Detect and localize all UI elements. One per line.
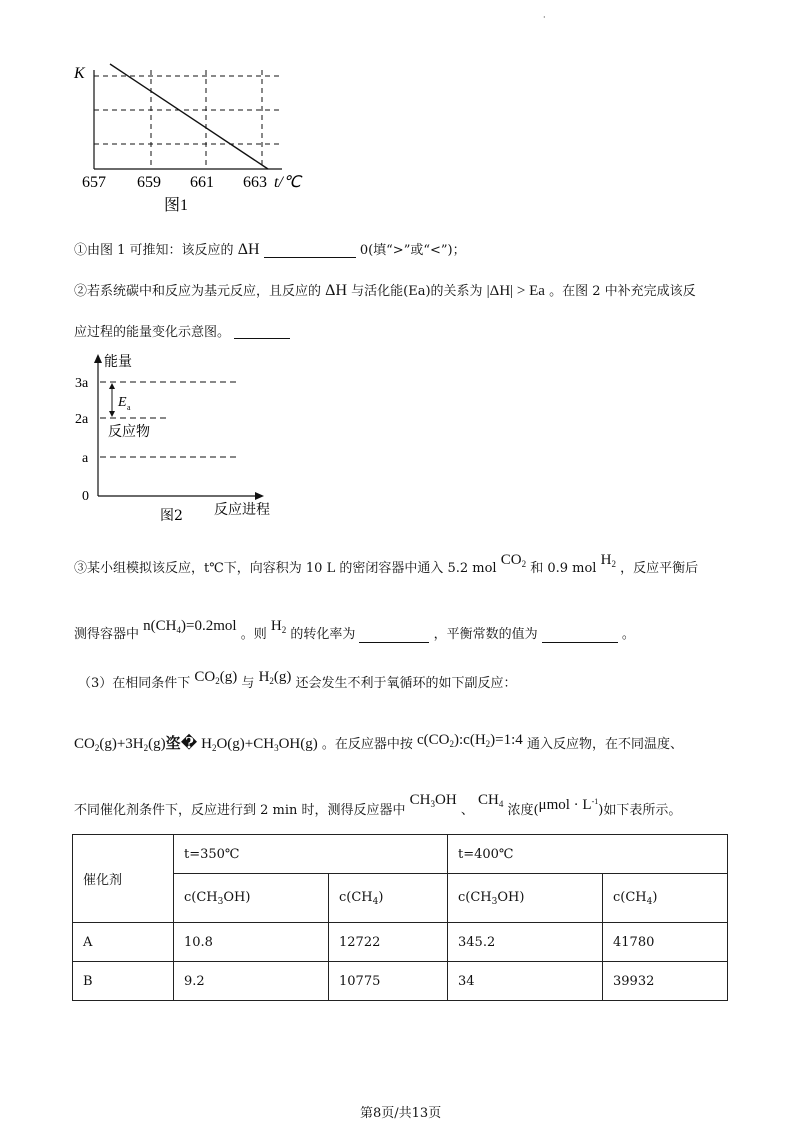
question-1 bbox=[74, 242, 466, 258]
cell-a-ch3oh-400: 345.2 bbox=[448, 923, 603, 962]
fig1-tick-659: 659 bbox=[137, 174, 161, 191]
q3-h2-b: $H_2$ bbox=[270, 618, 287, 635]
q3-h2: $H_2$ bbox=[600, 552, 616, 569]
cell-a-ch3oh-350: 10.8 bbox=[174, 923, 329, 962]
header-ch4-400: $c(CH_4)$ bbox=[603, 874, 728, 923]
q3-text-f: ，平衡常数的值为 bbox=[433, 627, 538, 642]
header-ch3oh-350: $c(CH_3OH)$ bbox=[174, 874, 329, 923]
fig1-caption: 图1 bbox=[164, 197, 189, 214]
p4-text-c: )如下表所示。 bbox=[598, 803, 682, 818]
q3-nch4: $n(CH_4)=0.2mol$ bbox=[143, 618, 237, 635]
q3-co2: $CO_2$ bbox=[500, 552, 527, 569]
fig2-reactant-label: 反应物 bbox=[108, 424, 150, 440]
eq-text-2: 通入反应物，在不同温度、 bbox=[526, 737, 683, 752]
q1-answer-blank[interactable] bbox=[264, 245, 356, 258]
header-temp-350: t=350℃ bbox=[174, 835, 448, 874]
equation-line bbox=[74, 732, 683, 753]
fig1-y-label: K bbox=[74, 65, 85, 82]
p4-ch3oh: $CH_3OH$ bbox=[409, 792, 457, 809]
q3-and: 和 0.9 mol bbox=[530, 561, 597, 576]
p3-text-b: 还会发生不利于氧循环的如下副反应： bbox=[295, 676, 517, 691]
cell-b-ch4-350: 10775 bbox=[329, 962, 448, 1001]
question-2-line1 bbox=[74, 283, 696, 299]
q2-text-b: 与活化能(Ea)的关系为 bbox=[351, 284, 483, 299]
fig1-grid bbox=[94, 70, 280, 169]
cell-catalyst-a: A bbox=[73, 923, 174, 962]
q3-text-e: 的转化率为 bbox=[290, 627, 356, 642]
q1-prefix: ①由图 1 可推知：该反应的 bbox=[74, 243, 234, 258]
p4-text-a: 不同催化剂条件下，反应进行到 2 min 时，测得反应器中 bbox=[74, 803, 406, 818]
fig2-tick-a: a bbox=[82, 451, 89, 466]
side-reaction-equation: $CO_2(g)+3H_2(g)$垐� $H_2O(g)+CH_3OH(g)$ bbox=[74, 736, 318, 753]
q3-text-d: 。则 bbox=[240, 627, 267, 642]
cell-b-ch3oh-350: 9.2 bbox=[174, 962, 329, 1001]
p4-sep: 、 bbox=[460, 803, 474, 818]
q1-delta-h: ΔH bbox=[237, 241, 260, 258]
header-ch4-350: $c(CH_4)$ bbox=[329, 874, 448, 923]
cell-a-ch4-400: 41780 bbox=[603, 923, 728, 962]
p4-text-b: 浓度( bbox=[507, 803, 539, 818]
fig1-tick-661: 661 bbox=[190, 174, 214, 191]
question-2-line2 bbox=[74, 326, 290, 339]
q2-delta-h: ΔH bbox=[325, 282, 347, 299]
eq-text-1: 。在反应器中按 bbox=[321, 737, 413, 752]
fig2-y-label: 能量 bbox=[104, 354, 132, 370]
figure-2 bbox=[74, 352, 289, 524]
q3-conversion-blank[interactable] bbox=[359, 630, 429, 643]
fig2-caption: 图2 bbox=[160, 508, 183, 524]
p4-ch4: $CH_4$ bbox=[477, 792, 504, 809]
feed-ratio: $c(CO_2):c(H_2)=1:4$ bbox=[417, 732, 523, 749]
q3-text-c: 测得容器中 bbox=[74, 627, 140, 642]
q2-line2: 应过程的能量变化示意图。 bbox=[74, 325, 231, 340]
p3-text-a: （3）在相同条件下 bbox=[78, 676, 191, 691]
fig2-tick-0: 0 bbox=[82, 489, 89, 504]
figure-1 bbox=[70, 56, 320, 221]
table-row bbox=[73, 962, 728, 1001]
fig2-y-arrow bbox=[94, 354, 102, 363]
concentration-table bbox=[72, 834, 728, 1001]
cell-b-ch4-400: 39932 bbox=[603, 962, 728, 1001]
q2-text-a: ②若系统碳中和反应为基元反应，且反应的 bbox=[74, 284, 322, 299]
q3-k-blank[interactable] bbox=[542, 630, 618, 643]
cell-a-ch4-350: 12722 bbox=[329, 923, 448, 962]
p3-co2g: $CO_2(g)$ bbox=[194, 669, 238, 686]
fig1-tick-657: 657 bbox=[82, 174, 106, 191]
paragraph-4 bbox=[74, 792, 682, 819]
header-ch3oh-400: $c(CH_3OH)$ bbox=[448, 874, 603, 923]
page-number: 第8页/共13页 bbox=[360, 1106, 442, 1121]
q3-text-a: ③某小组模拟该反应，t℃下，向容积为 10 L 的密闭容器中通入 5.2 mol bbox=[74, 561, 497, 576]
header-catalyst: 催化剂 bbox=[73, 835, 174, 923]
fig2-tick-2a: 2a bbox=[75, 412, 89, 427]
paragraph-3 bbox=[78, 669, 517, 692]
q2-answer-blank[interactable] bbox=[234, 326, 290, 339]
cell-catalyst-b: B bbox=[73, 962, 174, 1001]
p3-mid: 与 bbox=[241, 676, 255, 691]
header-temp-400: t=400℃ bbox=[448, 835, 728, 874]
equilibrium-arrow-garbled: 垐� bbox=[165, 736, 198, 752]
page-dot: · bbox=[543, 13, 546, 22]
fig1-k-line bbox=[110, 64, 268, 169]
cell-b-ch3oh-400: 34 bbox=[448, 962, 603, 1001]
question-3-line1 bbox=[74, 552, 699, 577]
q3-text-g: 。 bbox=[621, 627, 635, 642]
table-header-row-1 bbox=[73, 835, 728, 874]
table-row bbox=[73, 923, 728, 962]
fig2-levels bbox=[100, 382, 238, 457]
q2-relation: |ΔH| > Ea bbox=[486, 283, 545, 299]
fig2-tick-3a: 3a bbox=[75, 376, 89, 391]
fig2-ea-label: E bbox=[118, 395, 127, 410]
fig2-x-arrow bbox=[255, 492, 264, 500]
q3-text-b: ，反应平衡后 bbox=[620, 561, 699, 576]
fig2-ea-sub: a bbox=[127, 403, 131, 412]
fig1-x-unit: t/℃ bbox=[274, 174, 301, 191]
q1-suffix: 0(填“>”或“<”)； bbox=[359, 243, 466, 258]
fig1-tick-663: 663 bbox=[243, 174, 267, 191]
p4-unit: $\mu mol \cdot L^{-1}$ bbox=[538, 797, 599, 813]
question-3-line2 bbox=[74, 618, 635, 643]
p3-h2g: $H_2(g)$ bbox=[258, 669, 292, 686]
fig2-x-label: 反应进程 bbox=[214, 502, 270, 518]
q2-text-c: 。在图 2 中补充完成该反 bbox=[549, 284, 696, 299]
